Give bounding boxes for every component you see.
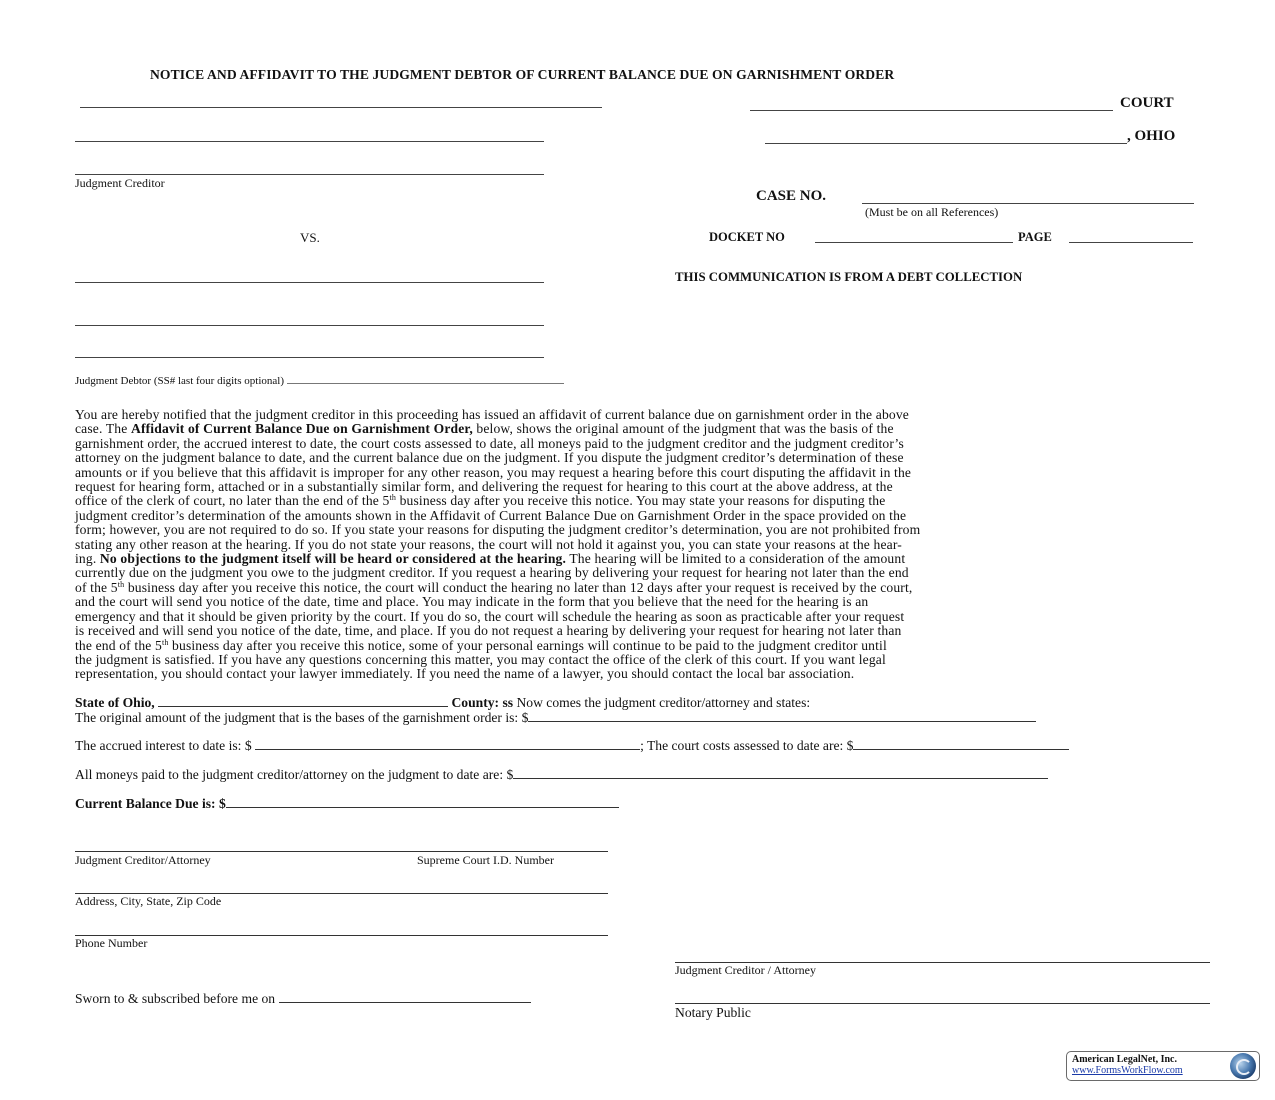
notice-line <box>75 595 1220 609</box>
balance-field[interactable] <box>226 796 619 808</box>
notice-line <box>75 451 1220 465</box>
case-no-note: (Must be on all References) <box>865 205 999 219</box>
docket-no-label: DOCKET NO <box>709 230 785 244</box>
creditor-attorney-label-right: Judgment Creditor / Attorney <box>675 963 816 977</box>
supreme-court-id-label: Supreme Court I.D. Number <box>417 853 554 867</box>
case-no-label: CASE NO. <box>756 188 827 204</box>
notice-text: amounts or if you believe that this affidavit is improper for any other reason, you may request a hearing before this court disputing the affidavit in the <box>75 464 912 480</box>
notice-text: business day after you receive this notice, some of your personal earnings will continue to be paid to the judgment creditor until <box>168 637 887 653</box>
judgment-debtor-text: Judgment Debtor (SS# last four digits optional) <box>75 375 284 387</box>
original-amount-row <box>75 710 1036 726</box>
notice-line <box>75 509 1220 523</box>
versus-label: VS. <box>300 230 320 245</box>
debt-collection-notice: THIS COMMUNICATION IS FROM A DEBT COLLECTION <box>675 270 1023 284</box>
affidavit-intro: Now comes the judgment creditor/attorney and states: <box>516 695 811 710</box>
court-costs-field[interactable] <box>853 738 1069 750</box>
state-county-line <box>75 695 810 711</box>
original-amount-field[interactable] <box>528 710 1036 722</box>
notice-text: The hearing will be limited to a consideration of the amount <box>566 551 906 567</box>
notice-line <box>75 566 1220 580</box>
phone-line[interactable] <box>75 935 608 936</box>
notice-text: of the 5 <box>75 579 118 595</box>
notice-line <box>75 437 1220 451</box>
document-title: NOTICE AND AFFIDAVIT TO THE JUDGMENT DEBTOR OF CURRENT BALANCE DUE ON GARNISHMENT ORDER <box>150 67 895 82</box>
address-label: Address, City, State, Zip Code <box>75 894 222 908</box>
publisher-badge[interactable] <box>1066 1051 1260 1081</box>
notice-text: Affidavit of Current Balance Due on Garnishment Order, <box>130 421 473 437</box>
balance-row <box>75 796 619 812</box>
notice-line <box>75 494 1220 508</box>
notice-line <box>75 624 1220 638</box>
state-label: State of Ohio, <box>75 695 155 710</box>
notice-text: judgment creditor’s determination of the amounts shown in the Affidavit of Current Balance Due on Garnishment Order in the space provided on the <box>75 507 907 523</box>
accrued-interest-label: The accrued interest to date is: $ <box>75 738 252 753</box>
debtor-name-line-2[interactable] <box>75 325 544 326</box>
court-label: COURT <box>1120 95 1174 111</box>
phone-label: Phone Number <box>75 936 148 950</box>
balance-label: Current Balance Due is: $ <box>75 796 226 811</box>
ssn-field[interactable] <box>287 374 564 384</box>
notice-text: You are hereby notified that the judgment creditor in this proceeding has issued an affidavit of current balance due on garnishment order in the above <box>75 407 909 422</box>
notary-label: Notary Public <box>675 1005 751 1020</box>
notary-signature-line[interactable] <box>675 1003 1210 1004</box>
interest-costs-row <box>75 738 1069 754</box>
notice-text: the judgment is satisfied. If you have any questions concerning this matter, you may contact the office of the clerk of this court. If you want legal <box>75 651 886 667</box>
sworn-date-field[interactable] <box>279 991 531 1003</box>
creditor-name-line-2[interactable] <box>75 141 544 142</box>
notice-line <box>75 610 1220 624</box>
notice-text: below, shows the original amount of the judgment that was the basis of the <box>472 421 894 437</box>
court-name-line[interactable] <box>750 110 1113 111</box>
notice-text: and the court will send you notice of the date, time and place. You may indicate in the form that you believe that the need for the hearing is an <box>75 594 869 610</box>
notice-text: the end of the 5 <box>75 637 162 653</box>
moneys-paid-row <box>75 767 1048 783</box>
notice-text: case. The <box>75 421 131 437</box>
notice-text: request for hearing form, attached or in a substantially similar form, and delivering the request for hearing to this court at the above address, at the <box>75 479 893 495</box>
notice-line <box>75 667 1220 681</box>
notice-line <box>75 538 1220 552</box>
case-no-field[interactable] <box>862 203 1194 204</box>
publisher-name: American LegalNet, Inc. <box>1072 1054 1177 1065</box>
court-costs-label: ; The court costs assessed to date are: $ <box>640 738 854 753</box>
county-name-line[interactable] <box>765 143 1127 144</box>
notice-text: stating any other reason at the hearing. If you do not state your reasons, the court will not hold it against you, you can state your reasons at the hear- <box>75 536 902 552</box>
creditor-name-line-1[interactable] <box>80 107 602 108</box>
sworn-label: Sworn to & subscribed before me on <box>75 991 276 1006</box>
ordinal-suffix: th <box>161 637 169 647</box>
notice-line <box>75 480 1220 494</box>
notice-line <box>75 552 1220 566</box>
notice-text: ing. <box>75 551 100 567</box>
notice-line <box>75 639 1220 653</box>
county-label: County: ss <box>451 695 514 710</box>
notice-line <box>75 653 1220 667</box>
notice-text: representation, you should contact your lawyer immediately. If you need the name of a lawyer, you should contact the local bar association. <box>75 666 855 682</box>
moneys-paid-label: All moneys paid to the judgment creditor/attorney on the judgment to date are: $ <box>75 767 514 782</box>
notice-text: currently due on the judgment you owe to the judgment creditor. If you request a hearing by delivering your request for hearing not later than the end <box>75 565 909 581</box>
notice-line <box>75 523 1220 537</box>
notice-line <box>75 408 1220 422</box>
globe-icon <box>1230 1053 1256 1079</box>
page-label: PAGE <box>1018 230 1052 244</box>
notice-line <box>75 466 1220 480</box>
notice-text: business day after you receive this notice. You may state your reasons for disputing the <box>396 493 886 509</box>
page-field[interactable] <box>1069 242 1193 243</box>
notice-text: form; however, you are not required to do so. If you state your reasons for disputing the judgment creditor’s determination, you are not prohibited from <box>75 522 921 538</box>
notice-text: attorney on the judgment balance to date, and the current balance due on the judgment. If you dispute the judgment creditor’s determination of these <box>75 450 904 466</box>
ordinal-suffix: th <box>117 579 125 589</box>
ordinal-suffix: th <box>389 493 397 503</box>
notice-paragraph <box>75 408 1220 682</box>
debtor-name-line-1[interactable] <box>75 282 544 283</box>
notice-text: garnishment order, the accrued interest to date, the court costs assessed to date, all moneys paid to the judgment creditor and the judgment creditor’s <box>75 435 904 451</box>
judgment-debtor-label <box>75 374 564 387</box>
county-field[interactable] <box>158 695 448 707</box>
moneys-paid-field[interactable] <box>513 767 1048 779</box>
publisher-link[interactable]: www.FormsWorkFlow.com <box>1072 1065 1183 1076</box>
judgment-creditor-label: Judgment Creditor <box>75 176 165 190</box>
debtor-name-line-3[interactable] <box>75 357 544 358</box>
creditor-name-line-3[interactable] <box>75 174 544 175</box>
notice-line <box>75 581 1220 595</box>
docket-no-field[interactable] <box>815 242 1013 243</box>
accrued-interest-field[interactable] <box>255 738 640 750</box>
notice-text: emergency and that it should be given priority by the court. If you do so, the court will schedule the hearing as soon as practicable after your request <box>75 608 905 624</box>
notice-text: business day after you receive this notice, the court will conduct the hearing no later than 12 days after your request is received by the court, <box>124 579 913 595</box>
sworn-row <box>75 991 531 1007</box>
original-amount-label: The original amount of the judgment that is the bases of the garnishment order is: $ <box>75 710 529 725</box>
notice-line <box>75 422 1220 436</box>
notice-text: No objections to the judgment itself will be heard or considered at the hearing. <box>99 551 567 567</box>
ohio-label: , OHIO <box>1127 128 1176 144</box>
creditor-attorney-label: Judgment Creditor/Attorney <box>75 853 211 867</box>
notice-text: is received and will send you notice of the date, time, and place. If you do not request a hearing by delivering your request for hearing not later than <box>75 623 902 639</box>
notice-text: office of the clerk of court, no later than the end of the 5 <box>75 493 390 509</box>
creditor-attorney-signature-line[interactable] <box>75 851 608 852</box>
